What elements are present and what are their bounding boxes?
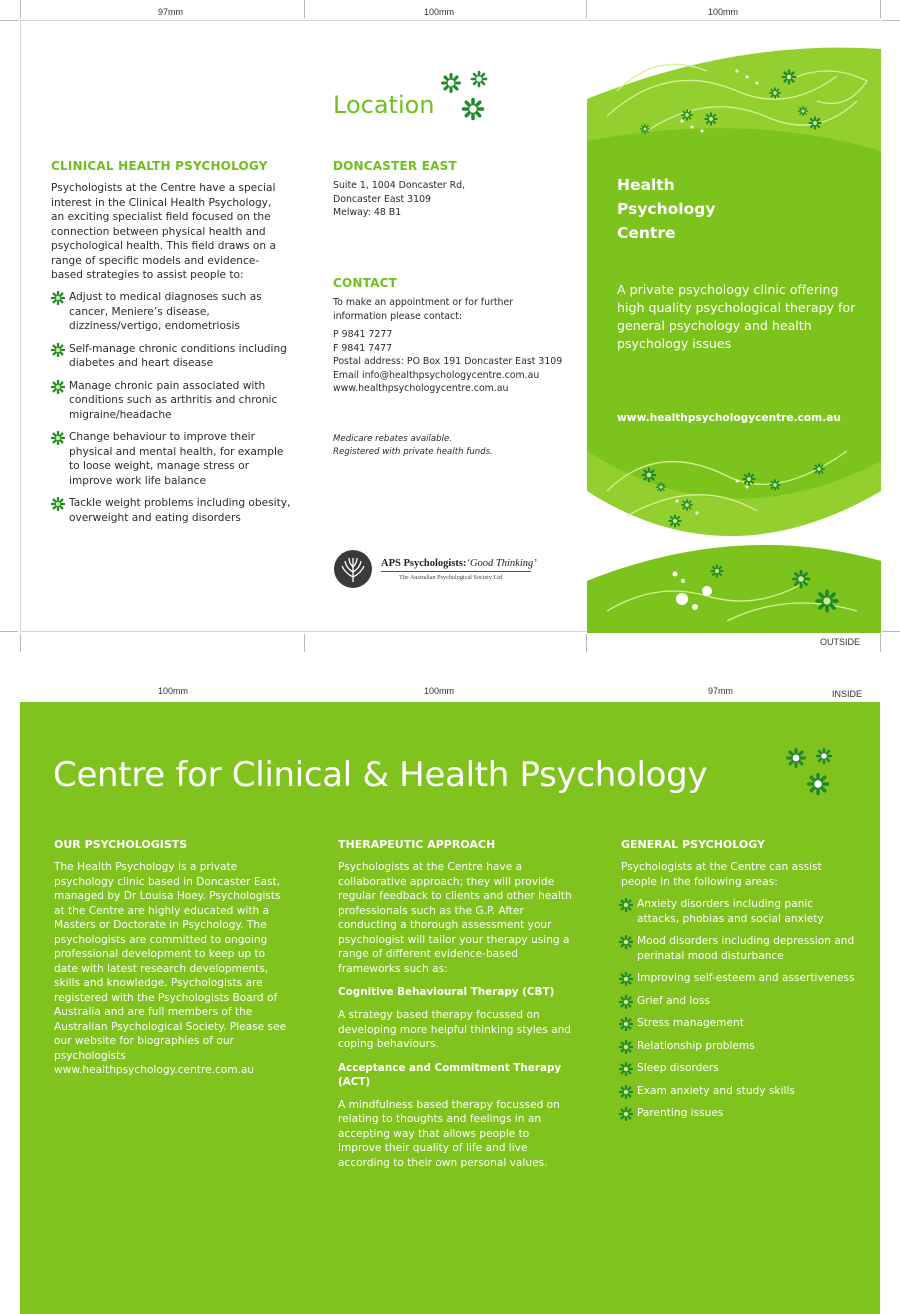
list-item: Parenting issues: [621, 1106, 857, 1121]
medicare-notes: Medicare rebates available. Registered with private health funds.: [333, 434, 493, 457]
general-heading: GENERAL PSYCHOLOGY: [621, 838, 765, 851]
dimension-mark-2: 100mm: [424, 7, 455, 17]
clinical-heading: CLINICAL HEALTH PSYCHOLOGY: [51, 159, 268, 173]
flower-bullet-icon: [51, 497, 65, 511]
flower-bullet-icon: [51, 291, 65, 305]
flower-bullet-icon: [619, 935, 633, 949]
fax: F 9841 7477: [333, 342, 393, 354]
list-item: Mood disorders including depression and perinatal mood disturbance: [621, 934, 857, 963]
flower-bullet-icon: [51, 431, 65, 445]
cbt-heading: Cognitive Behavioural Therapy (CBT): [338, 986, 555, 998]
location-title: Location: [333, 91, 435, 119]
contact-heading: CONTACT: [333, 276, 397, 290]
our-psychologists-body: The Health Psychology is a private psychology clinic based in Doncaster East, managed by Dr Louisa Hoey. Psychologists at the Centre are highly educated with a Masters or Doctorate in Psychology. The psychologists are committed to ongoing professional development to keep up to date with latest research developments, skills and knowledge. Psychologists are registered with the Psychologists Board of Australia and are full members of the Australian Psychological Society. Please see our website for biographies of our psychologists www.healthpsychology.centre.com.au: [54, 861, 287, 1076]
flower-cluster-icon: [437, 69, 493, 127]
flower-bullet-icon: [619, 1040, 633, 1054]
dimension-mark-4: 100mm: [158, 686, 189, 696]
clinical-intro: Psychologists at the Centre have a special interest in the Clinical Health Psychology, an exciting specialist field focused on the connection between physical health and psychological health. This field draws on a range of specific models and evidence-based strategies to assist people to:: [51, 182, 276, 281]
list-item: Improving self-esteem and assertiveness: [621, 971, 857, 986]
therapeutic-heading: THERAPEUTIC APPROACH: [338, 838, 496, 851]
therapeutic-approach-column: [338, 838, 572, 1170]
act-body: A mindfulness based therapy focussed on relating to thoughts and feelings in an accepting way that allows people to improve their quality of life and live according to their own personal values.: [338, 1098, 560, 1169]
list-item: Exam anxiety and study skills: [621, 1084, 857, 1099]
list-item: Tackle weight problems including obesity, overweight and eating disorders: [51, 496, 291, 525]
list-item: Grief and loss: [621, 994, 857, 1009]
cover-website-link[interactable]: www.healthpsychologycentre.com.au: [617, 412, 841, 424]
cover-title: Health Psychology Centre: [617, 176, 716, 242]
general-psychology-column: [621, 838, 857, 1129]
flower-bullet-icon: [619, 1085, 633, 1099]
aps-society: The Australian Psychological Society Ltd: [399, 574, 503, 581]
contact-intro: To make an appointment or for further information please contact:: [333, 297, 514, 322]
inside-label: INSIDE: [832, 689, 863, 699]
list-item: Self-manage chronic conditions including diabetes and heart disease: [51, 342, 291, 371]
cover-panel: [587, 21, 881, 633]
clinical-bullet-list: [51, 290, 291, 533]
inside-title: Centre for Clinical & Health Psychology: [53, 755, 708, 795]
list-item: Adjust to medical diagnoses such as cancer, Meniere’s disease, dizziness/vertigo, endometriosis: [51, 290, 291, 334]
flower-bullet-icon: [51, 343, 65, 357]
postal-address: Postal address: PO Box 191 Doncaster East 3109: [333, 356, 563, 367]
act-heading: Acceptance and Commitment Therapy (ACT): [338, 1061, 562, 1088]
phone: P 9841 7277: [333, 329, 393, 340]
flower-bullet-icon: [619, 898, 633, 912]
dimension-mark-1: 97mm: [158, 7, 184, 17]
dimension-mark-6: 97mm: [708, 686, 734, 696]
dimension-mark-5: 100mm: [424, 686, 455, 696]
flower-bullet-icon: [51, 380, 65, 394]
list-item: Change behaviour to improve their physical and mental health, for example to loose weight, manage stress or improve work life balance: [51, 430, 291, 488]
inside-sheet: [20, 702, 880, 1314]
our-psychologists-column: [54, 838, 290, 1078]
flower-bullet-icon: [619, 995, 633, 1009]
email-link[interactable]: Email info@healthpsychologycentre.com.au: [333, 369, 540, 381]
flower-bullet-icon: [619, 1062, 633, 1076]
list-item: Relationship problems: [621, 1039, 857, 1054]
office-address: Suite 1, 1004 Doncaster Rd, Doncaster East 3109 Melway: 48 B1: [333, 180, 466, 218]
our-psychologists-heading: OUR PSYCHOLOGISTS: [54, 838, 188, 851]
general-intro: Psychologists at the Centre can assist people in the following areas:: [621, 861, 822, 888]
cover-tagline: A private psychology clinic offering high quality psychological therapy for general psychology and health psychology issues: [617, 282, 856, 351]
flower-cluster-icon: [782, 744, 838, 802]
flower-bullet-icon: [619, 1107, 633, 1121]
cbt-body: A strategy based therapy focussed on developing more helpful thinking styles and coping behaviours.: [338, 1009, 572, 1050]
therapeutic-body: Psychologists at the Centre have a collaborative approach; they will provide regular feedback to clients and other health professionals such as the G.P. After conducting a thorough assessment your psychologist will tailor your therapy using a range of different evidence-based frameworks such as:: [338, 861, 572, 975]
general-areas-list: [621, 897, 857, 1121]
contact-details: [333, 328, 562, 396]
flower-bullet-icon: [619, 1017, 633, 1031]
aps-logo: [333, 549, 537, 593]
list-item: Manage chronic pain associated with conditions such as arthritis and chronic migraine/headache: [51, 379, 291, 423]
outside-label: OUTSIDE: [820, 637, 861, 647]
clinical-health-panel: [51, 21, 291, 633]
office-heading: DONCASTER EAST: [333, 159, 457, 173]
website-link[interactable]: www.healthpsychologycentre.com.au: [333, 383, 509, 394]
location-panel: [333, 21, 573, 633]
outside-sheet: [20, 20, 880, 632]
tree-icon: [333, 549, 373, 589]
list-item: Anxiety disorders including panic attacks, phobias and social anxiety: [621, 897, 857, 926]
dimension-mark-3: 100mm: [708, 7, 739, 17]
list-item: Sleep disorders: [621, 1061, 857, 1076]
aps-name-line: APS Psychologists:‘Good Thinking’: [381, 558, 537, 569]
list-item: Stress management: [621, 1016, 857, 1031]
flower-bullet-icon: [619, 972, 633, 986]
